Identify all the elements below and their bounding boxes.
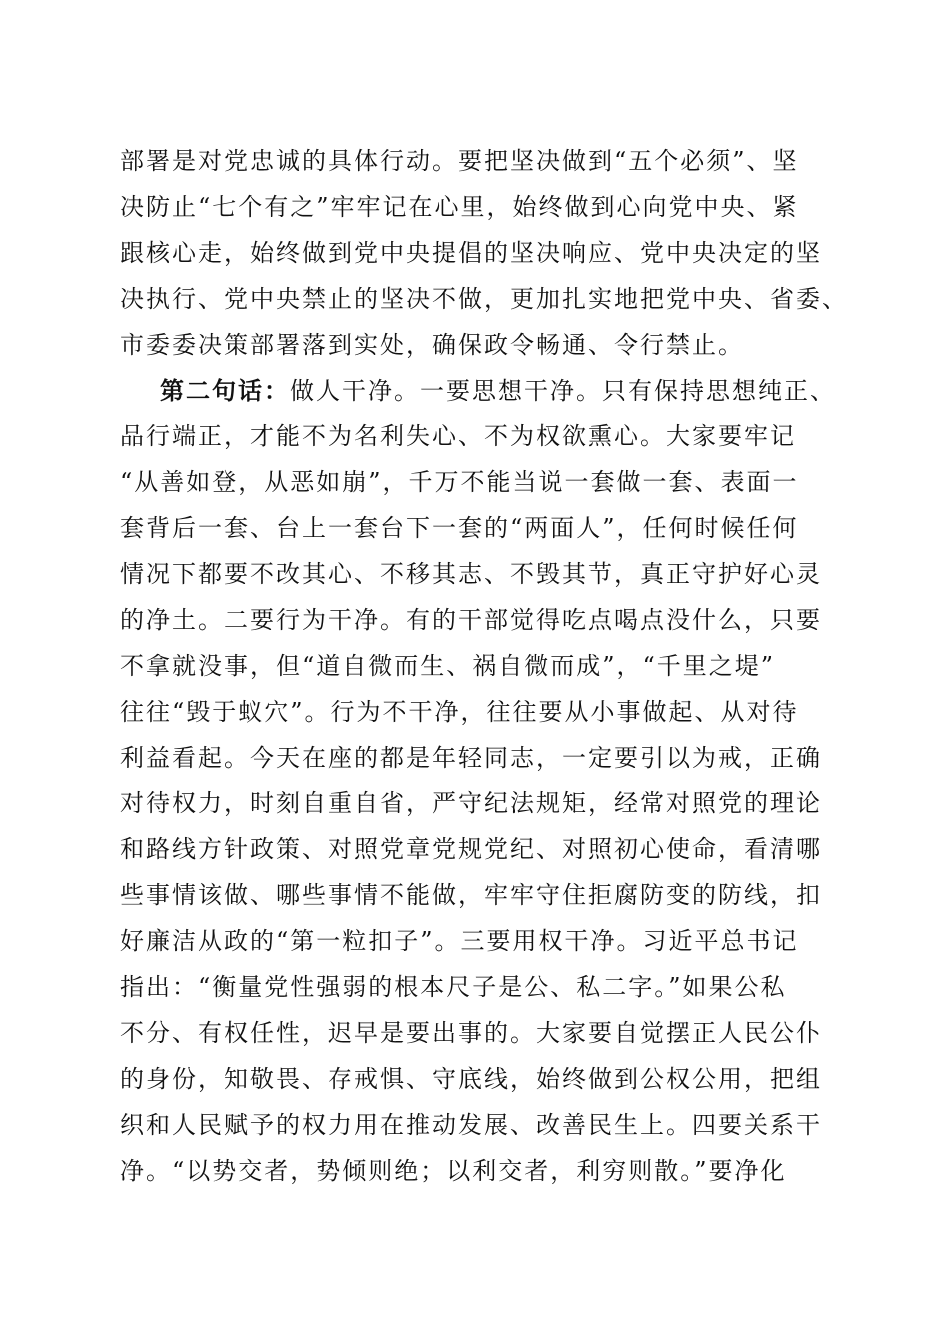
text-line: 不拿就没事，但“道自微而生、祸自微而成”，“千里之堤” <box>120 651 776 680</box>
text-line: 净。“以势交者，势倾则绝；以利交者，利穷则散。”要净化 <box>120 1156 787 1185</box>
text-line: 织和人民赋予的权力用在推动发展、改善民生上。四要关系干 <box>120 1110 822 1139</box>
text-line: 决执行、党中央禁止的坚决不做，更加扎实地把党中央、省委、 <box>120 284 848 313</box>
text-line: 好廉洁从政的“第一粒扣子”。三要用权干净。习近平总书记 <box>120 927 799 956</box>
text-line: 对待权力，时刻自重自省，严守纪法规矩，经常对照党的理论 <box>120 789 822 818</box>
text-line: 决防止“七个有之”牢牢记在心里，始终做到心向党中央、紧 <box>120 192 799 221</box>
text-line: 情况下都要不改其心、不移其志、不毁其节，真正守护好心灵 <box>120 560 822 589</box>
text-line: 市委委决策部署落到实处，确保政令畅通、令行禁止。 <box>120 330 744 359</box>
text-line: 部署是对党忠诚的具体行动。要把坚决做到“五个必须”、坚 <box>120 147 799 175</box>
text-line: 利益看起。今天在座的都是年轻同志，一定要引以为戒，正确 <box>120 743 822 772</box>
text-line: 跟核心走，始终做到党中央提倡的坚决响应、党中央决定的坚 <box>120 238 822 267</box>
document-body <box>120 139 848 1194</box>
paragraph-first-line <box>120 368 836 414</box>
text-line: 和路线方针政策、对照党章党规党纪、对照初心使命，看清哪 <box>120 835 822 864</box>
text-line: 的净土。二要行为干净。有的干部觉得吃点喝点没什么，只要 <box>120 605 822 634</box>
text-line: 不分、有权任性，迟早是要出事的。大家要自觉摆正人民公仆 <box>120 1018 822 1047</box>
text-line: “从善如登，从恶如崩”，千万不能当说一套做一套、表面一 <box>120 468 799 497</box>
text-line: 套背后一套、台上一套台下一套的“两面人”，任何时候任何 <box>120 514 799 543</box>
paragraph-heading: 第二句话： <box>160 376 290 406</box>
text-line: 些事情该做、哪些事情不能做，牢牢守住拒腐防变的防线，扣 <box>120 881 822 910</box>
text-line: 指出：“衡量党性强弱的根本尺子是公、私二字。”如果公私 <box>120 973 787 1002</box>
text-segment: 做人干净。一要思想干净。只有保持思想纯正、 <box>290 377 836 406</box>
text-line: 的身份，知敬畏、存戒惧、守底线，始终做到公权公用，把组 <box>120 1064 822 1093</box>
text-line: 往往“毁于蚁穴”。行为不干净，往往要从小事做起、从对待 <box>120 697 799 726</box>
text-line: 品行端正，才能不为名利失心、不为权欲熏心。大家要牢记 <box>120 422 796 451</box>
